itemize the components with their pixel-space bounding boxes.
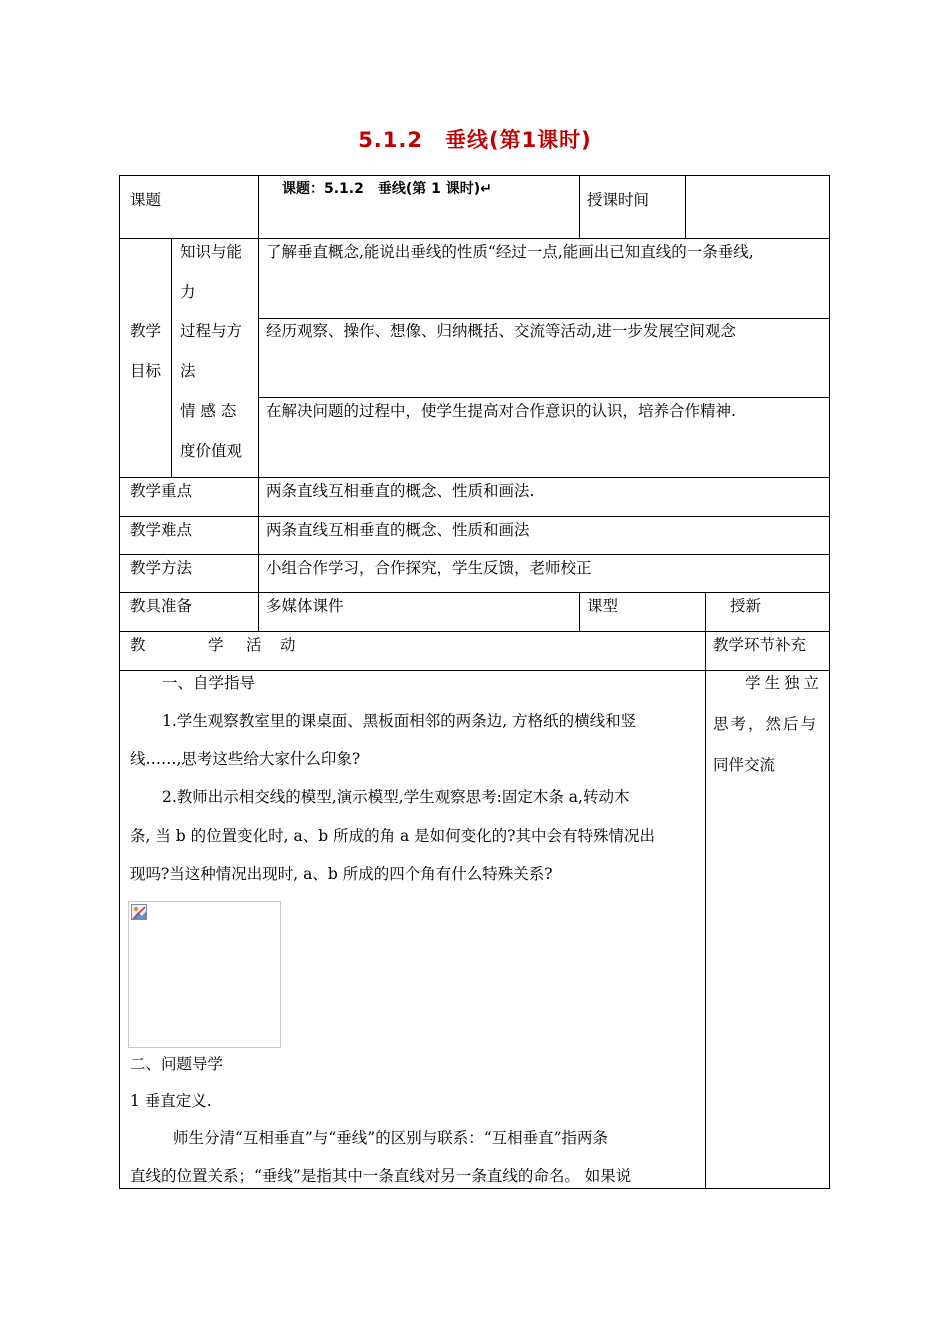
difficulties-label: 教学难点 <box>130 521 193 539</box>
tools-label: 教具准备 <box>130 597 193 615</box>
goal-process-label-2: 法 <box>180 362 196 380</box>
goals-label-2: 目标 <box>130 362 162 380</box>
goal-process-label-1: 过程与方 <box>180 322 243 340</box>
section-guided: 二、问题导学 <box>130 1055 224 1073</box>
difficulties-value: 两条直线互相垂直的概念、性质和画法 <box>266 521 530 539</box>
time-label: 授课时间 <box>587 191 650 209</box>
activity-header-4: 动 <box>280 636 296 654</box>
goal-attitude-label-1: 情 感 态 <box>180 402 237 420</box>
type-label: 课型 <box>587 597 619 615</box>
goals-label-1: 教学 <box>130 322 162 340</box>
supplement-line1: 学生独立 <box>745 674 824 692</box>
topic-value: 课题：5.1.2 垂线(第 1 课时)↵ <box>282 181 492 197</box>
key-points-label: 教学重点 <box>130 482 193 500</box>
activity-header-3: 活 <box>246 636 262 654</box>
method-value: 小组合作学习，合作探究，学生反馈，老师校正 <box>266 559 592 577</box>
key-points-value: 两条直线互相垂直的概念、性质和画法. <box>266 482 535 500</box>
supplement-header: 教学环节补充 <box>713 636 807 654</box>
topic-label: 课题 <box>130 191 162 209</box>
image-placeholder <box>128 901 281 1048</box>
p3-line1: 师生分清“互相垂直”与“垂线”的区别与联系：“互相垂直”指两条 <box>173 1129 609 1147</box>
tools-value: 多媒体课件 <box>266 597 344 615</box>
activity-header-2: 学 <box>208 636 224 654</box>
type-value: 授新 <box>730 597 762 615</box>
supplement-line2: 思考，然后与 <box>713 715 819 733</box>
method-label: 教学方法 <box>130 559 193 577</box>
goal-knowledge-label-2: 力 <box>180 283 196 301</box>
broken-image-icon <box>131 904 147 920</box>
goal-knowledge-text: 了解垂直概念,能说出垂线的性质“经过一点,能画出已知直线的一条垂线, <box>266 243 754 261</box>
supplement-line3: 同伴交流 <box>713 756 776 774</box>
goal-attitude-text: 在解决问题的过程中，使学生提高对合作意识的认识，培养合作精神. <box>266 402 736 420</box>
goal-attitude-label-2: 度价值观 <box>180 442 243 460</box>
section-self-study: 一、自学指导 <box>162 674 256 692</box>
p1-line1: 1.学生观察教室里的课桌面、黑板面相邻的两条边, 方格纸的横线和竖 <box>162 712 637 730</box>
p3-line2: 直线的位置关系；“垂线”是指其中一条直线对另一条直线的命名。 如果说 <box>130 1167 632 1185</box>
p2-line1: 2.教师出示相交线的模型,演示模型,学生观察思考:固定木条 a,转动木 <box>162 788 630 806</box>
p1-line2: 线……,思考这些给大家什么印象? <box>130 750 361 768</box>
p2-line2: 条, 当 b 的位置变化时, a、b 所成的角 a 是如何变化的?其中会有特殊情况出 <box>130 827 655 845</box>
p2-line3: 现吗?当这种情况出现时, a、b 所成的四个角有什么特殊关系? <box>130 865 553 883</box>
page-title: 5.1.2 垂线(第1课时) <box>358 128 592 152</box>
item-definition: 1 垂直定义. <box>130 1092 212 1110</box>
goal-process-text: 经历观察、操作、想像、归纳概括、交流等活动,进一步发展空间观念 <box>266 322 736 340</box>
goal-knowledge-label-1: 知识与能 <box>180 243 243 261</box>
activity-header-1: 教 <box>130 636 146 654</box>
